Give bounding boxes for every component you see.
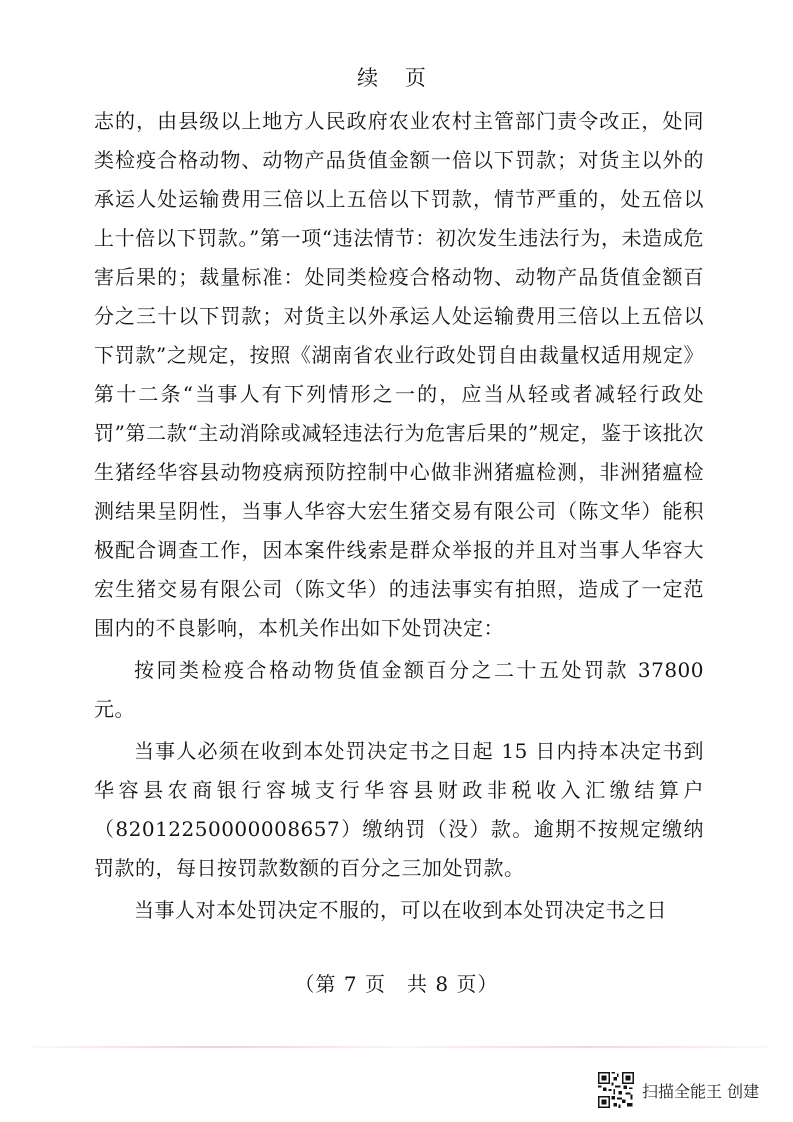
- paragraph-payment-instructions: 当事人必须在收到本处罚决定书之日起 15 日内持本决定书到华容县农商银行容城支行华容县财政非税收入汇缴结算户（82012250000008657）缴纳罚（没）款。逾期不按规定缴纳罚款的，每日按罚款数额的百分之三加处罚款。: [94, 739, 704, 880]
- paragraph-continuation: 志的，由县级以上地方人民政府农业农村主管部门责令改正，处同类检疫合格动物、动物产品货值金额一倍以下罚款；对货主以外的承运人处运输费用三倍以上五倍以下罚款，情节严重的，处五倍以上十倍以下罚款。”第一项“违法情节：初次发生违法行为，未造成危害后果的；裁量标准：处同类检疫合格动物、动物产品货值金额百分之三十以下罚款；对货主以外承运人处运输费用三倍以上五倍以下罚款”之规定，按照《湖南省农业行政处罚自由裁量权适用规定》第十二条“当事人有下列情形之一的，应当从轻或者减轻行政处罚”第二款“主动消除或减轻违法行为危害后果的”规定，鉴于该批次生猪经华容县动物疫病预防控制中心做非洲猪瘟检测，非洲猪瘟检测结果呈阴性，当事人华容大宏生猪交易有限公司（陈文华）能积极配合调查工作，因本案件线索是群众举报的并且对当事人华容大宏生猪交易有限公司（陈文华）的违法事实有拍照，造成了一定范围内的不良影响，本机关作出如下处罚决定：: [94, 109, 704, 640]
- paragraph-penalty-amount: 按同类检疫合格动物货值金额百分之二十五处罚款 37800 元。: [94, 658, 704, 721]
- qr-code-icon: [598, 1072, 634, 1108]
- scan-artifact-line: [30, 1046, 770, 1048]
- watermark-label: 扫描全能王 创建: [642, 1081, 760, 1101]
- scanner-watermark: [598, 1070, 778, 1110]
- document-body: [94, 102, 704, 930]
- page-number: （第 7 页 共 8 页）: [294, 972, 499, 996]
- page-title: 续 页: [357, 66, 436, 90]
- paragraph-appeal-rights: 当事人对本处罚决定不服的，可以在收到本处罚决定书之日: [134, 898, 667, 922]
